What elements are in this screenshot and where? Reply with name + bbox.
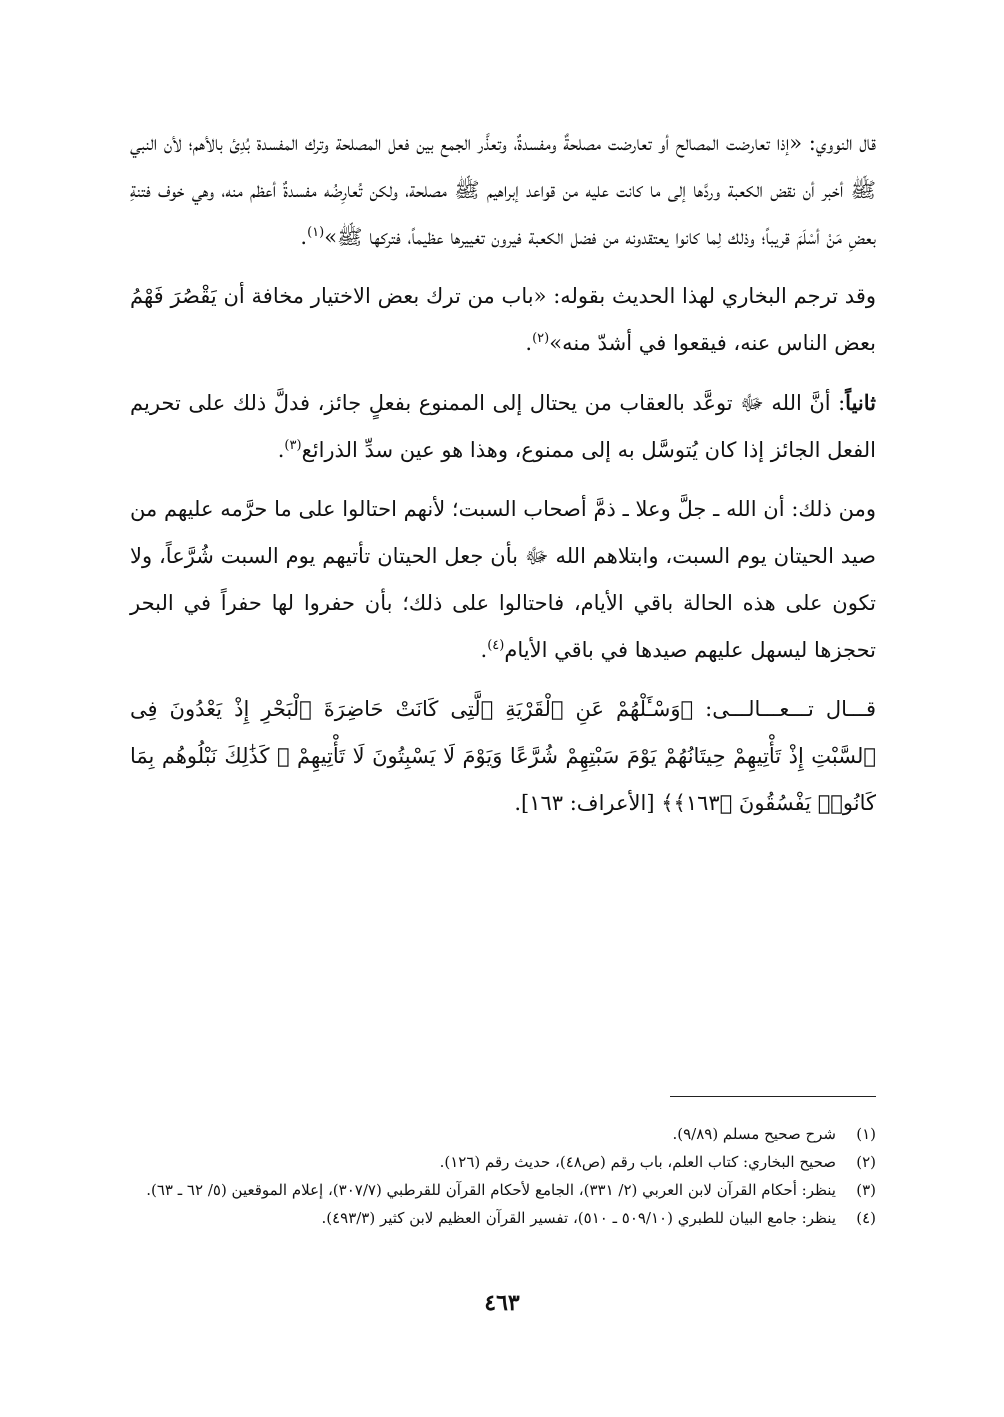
footnote-text: ينظر: جامع البيان للطبري (٥٠٩/١٠ ـ ٥١٠)، تفسير القرآن العظيم لابن كثير (٤٩٣/٣). xyxy=(321,1209,836,1227)
paragraph-nawawi-quote xyxy=(130,120,876,261)
paragraph-tail: . xyxy=(300,225,308,249)
footnote-item xyxy=(130,1150,876,1175)
footnote-number: (١) xyxy=(856,1125,876,1143)
paragraph-secondly xyxy=(130,379,876,474)
footnotes xyxy=(130,1122,876,1234)
footnote-text: ينظر: أحكام القرآن لابن العربي (٢/ ٣٣١)، الجامع لأحكام القرآن للقرطبي (٣٠٧/٧)، إعلام الموقعين (٥/ ٦٢ ـ ٦٣). xyxy=(146,1181,836,1199)
paragraph-tail: . xyxy=(480,638,488,662)
paragraph-quran-verse xyxy=(130,686,876,827)
main-text xyxy=(130,120,876,839)
footnote-text: صحيح البخاري: كتاب العلم، باب رقم (ص٤٨)، حديث رقم (١٢٦). xyxy=(439,1153,836,1171)
footnote-number: (٣) xyxy=(856,1181,876,1199)
paragraph-tail: . xyxy=(525,331,533,355)
footnote-item xyxy=(130,1206,876,1231)
page-number: ٤٦٣ xyxy=(484,1290,520,1316)
footnote-text: شرح صحيح مسلم (٩/٨٩). xyxy=(672,1125,836,1143)
footnote-number: (٢) xyxy=(856,1153,876,1171)
paragraph-text: قال النووي: «إذا تعارضت المصالح أو تعارضت مصلحةٌ ومفسدةٌ، وتعذَّر الجمع بين فعل المصلحة وترك المفسدة بُدِئ بالأهم؛ لأن النبي ﷺ أخبر أن نقض الكعبة وردَّها إلى ما كانت عليه من قواعد إبراهيم ﷺ مصلحة، ولكن تُعارِضُه مفسدةٌ أعظم منه، وهي خوف فتنةِ بعضِ مَنْ أسْلَمَ قريباً؛ وذلك لِما كانوا يعتقدونه من فضل الكعبة فيرون تغييرها عظيماً، فتركها ﷺ» xyxy=(130,131,876,249)
paragraph-text: : أنَّ الله ﷻ توعَّد بالعقاب من يحتال إلى الممنوع بفعلٍ جائز، فدلَّ ذلك على تحريم الفعل الجائز إذا كان يُتوسَّل به إلى ممنوع، وهذا هو عين سدِّ الذرائع xyxy=(130,391,876,462)
footnote-number: (٤) xyxy=(856,1209,876,1227)
quran-verse-text: قـــال تـــعـــالـــى: ﴿وَسْـَٔلْهُمْ عَنِ ٱلْقَرْيَةِ ٱلَّتِى كَانَتْ حَاضِرَةَ ٱلْبَحْرِ إِذْ يَعْدُونَ فِى ٱلسَّبْتِ إِذْ تَأْتِيهِمْ حِيتَانُهُمْ يَوْمَ سَبْتِهِمْ شُرَّعًا وَيَوْمَ لَا يَسْبِتُونَ لَا تَأْتِيهِمْ ۚ كَذَٰلِكَ نَبْلُوهُم بِمَا كَانُوا۟ يَفْسُقُونَ ﴿١٦٣﴾﴾ [الأعراف: ١٦٣]. xyxy=(130,697,876,815)
footnote-item xyxy=(130,1178,876,1203)
footnote-ref[interactable]: (١) xyxy=(307,225,325,240)
footnote-ref[interactable]: (٢) xyxy=(532,331,550,346)
paragraph-text: وقد ترجم البخاري لهذا الحديث بقوله: «باب من ترك بعض الاختيار مخافة أن يَقْصُرَ فَهْمُ بعض الناس عنه، فيقعوا في أشدّ منه» xyxy=(130,284,876,355)
paragraph-bukhari-chapter xyxy=(130,273,876,367)
paragraph-text: ومن ذلك: أن الله ـ جلَّ وعلا ـ ذمَّ أصحاب السبت؛ لأنهم احتالوا على ما حرَّمه عليهم من صيد الحيتان يوم السبت، وابتلاهم الله ﷻ بأن جعل الحيتان تأتيهم يوم السبت شُرَّعاً، ولا تكون على هذه الحالة باقي الأيام، فاحتالوا على ذلك؛ بأن حفروا لها حفراً في البحر تحجزها ليسهل عليهم صيدها في باقي الأيام xyxy=(130,497,876,662)
footnote-item xyxy=(130,1122,876,1147)
paragraph-tail: . xyxy=(277,438,285,462)
footnote-ref[interactable]: (٤) xyxy=(487,638,505,653)
footnote-divider xyxy=(670,1096,876,1097)
paragraph-sabbath-people xyxy=(130,486,876,674)
footnote-ref[interactable]: (٣) xyxy=(284,438,302,453)
paragraph-lead: ثانياً xyxy=(845,390,876,415)
